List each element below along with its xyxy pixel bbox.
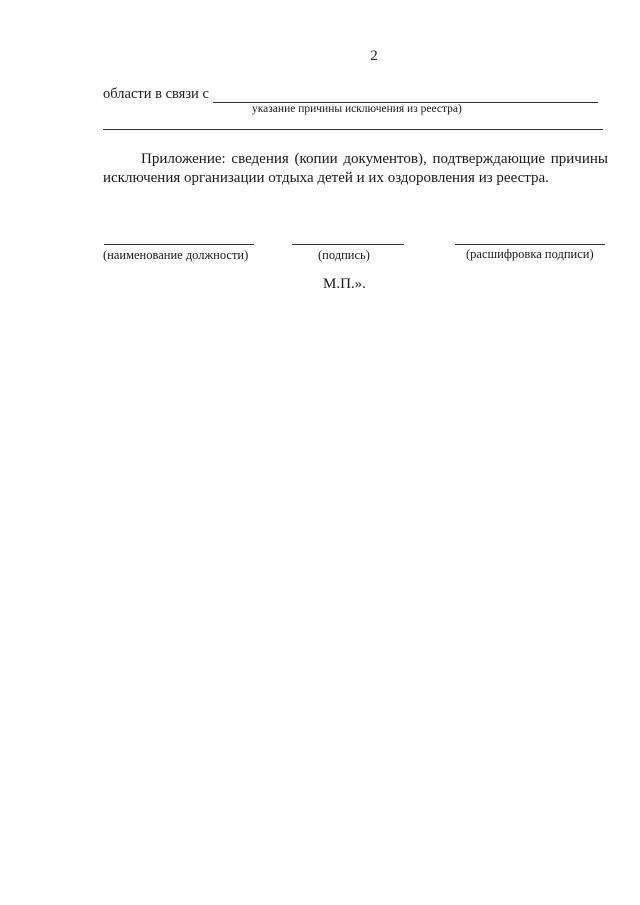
appendix-paragraph: Приложение: сведения (копии документов), подтверждающие причины исключения организации отдыха детей и их оздоровления из реестра. xyxy=(103,151,608,186)
reason-fill-line xyxy=(213,90,598,103)
signature-caption: (подпись) xyxy=(318,248,370,262)
position-signature-line xyxy=(104,244,254,245)
decryption-signature-line xyxy=(455,244,605,245)
stamp-place-label: М.П.». xyxy=(323,276,366,292)
decryption-caption: (расшифровка подписи) xyxy=(466,247,594,261)
reason-continuation-line xyxy=(103,129,603,130)
page-number: 2 xyxy=(370,48,378,64)
signature-line xyxy=(292,244,404,245)
reason-hint: указание причины исключения из реестра) xyxy=(252,103,462,115)
reason-lead-text: области в связи с xyxy=(103,86,209,102)
reason-line xyxy=(103,86,598,103)
position-caption: (наименование должности) xyxy=(103,248,249,262)
